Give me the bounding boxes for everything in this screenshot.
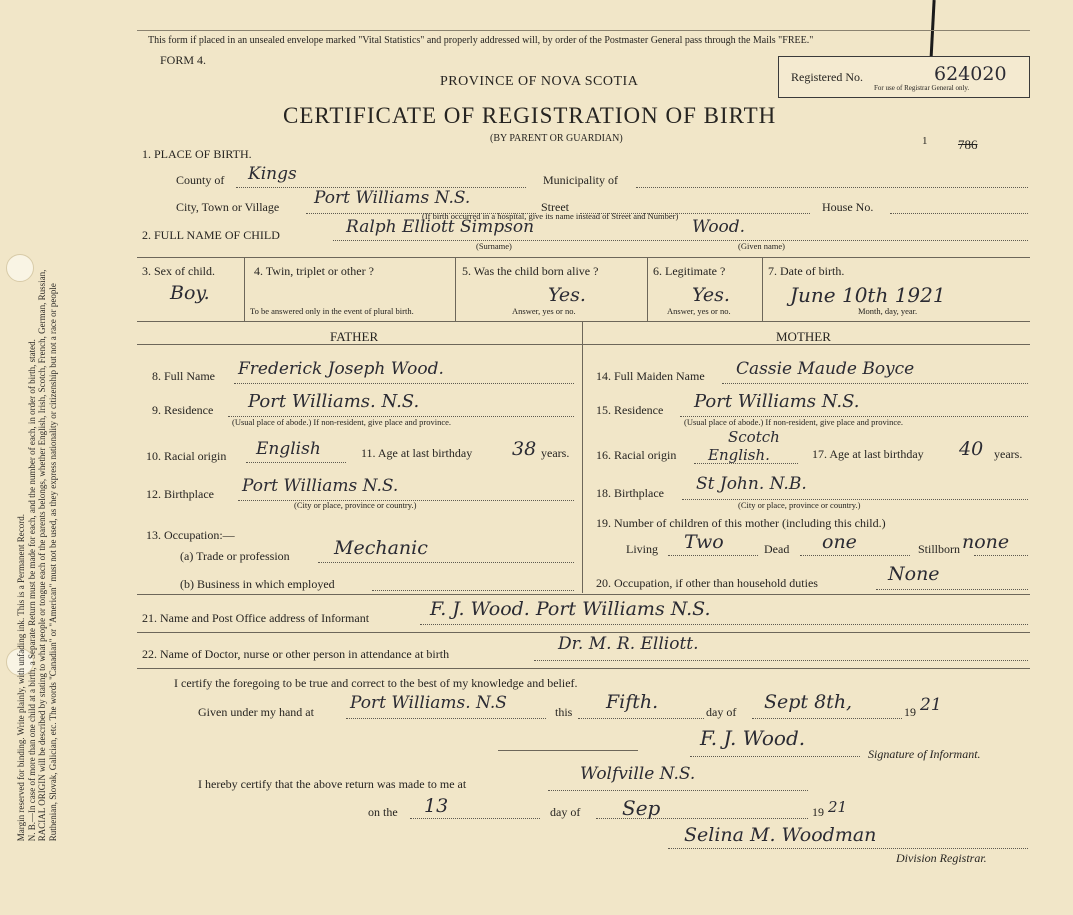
father-birthplace-note: (City or place, province or country.) xyxy=(294,500,417,510)
page-subtitle: (BY PARENT OR GUARDIAN) xyxy=(490,133,623,144)
margin-note: RACIAL ORIGIN will be described by stating to what people or tongue each of the parents belongs, whether English, Irish, Scotch, French, German, Russian, xyxy=(37,269,47,842)
mother-residence-note: (Usual place of abode.) If non-resident, give place and province. xyxy=(684,417,904,427)
pen-stroke xyxy=(929,0,935,62)
mother-birthplace-note: (City or place, province or country.) xyxy=(738,500,861,510)
certification-statement: I certify the foregoing to be true and correct to the best of my knowledge and belief. xyxy=(174,676,578,690)
return-place-value: Wolfville N.S. xyxy=(580,764,696,784)
given-label: Given under my hand at xyxy=(198,705,314,719)
children-count-label: 19. Number of children of this mother (including this child.) xyxy=(596,516,886,530)
mother-occupation-label: 20. Occupation, if other than household duties xyxy=(596,576,818,590)
margin-note: Margin reserved for binding. Write plainly, with unfading ink. This is a Permanent Record. xyxy=(15,513,26,842)
given-place-value: Port Williams. N.S xyxy=(350,693,507,713)
birth-date-value: June 10th 1921 xyxy=(790,283,946,307)
stillborn-value: none xyxy=(962,531,1010,553)
mother-residence-value: Port Williams N.S. xyxy=(694,391,860,412)
child-surname: Wood. xyxy=(692,217,746,237)
city-label: City, Town or Village xyxy=(176,200,280,214)
county-label: County of xyxy=(176,173,225,187)
registrar-note: For use of Registrar General only. xyxy=(874,84,970,92)
year-prefix: 19 xyxy=(904,705,916,719)
father-heading: FATHER xyxy=(330,329,379,344)
father-name-label: 8. Full Name xyxy=(152,369,215,383)
postal-notice: This form if placed in an unsealed envelope marked "Vital Statistics" and properly addressed will, by order of the Postmaster General pass through the Mails "FREE." xyxy=(148,35,814,46)
occupation-label: 13. Occupation:— xyxy=(146,528,235,542)
father-residence-label: 9. Residence xyxy=(152,403,214,417)
mother-residence-label: 15. Residence xyxy=(596,403,664,417)
registered-label: Registered No. xyxy=(791,70,863,84)
informant-label: 21. Name and Post Office address of Informant xyxy=(142,611,370,625)
month-value: Sept 8th, xyxy=(764,691,853,713)
county-value: Kings xyxy=(248,164,297,184)
registrar-caption: Division Registrar. xyxy=(896,851,987,865)
mother-age-label: 17. Age at last birthday xyxy=(812,447,924,461)
child-name-label: 2. FULL NAME OF CHILD xyxy=(142,228,280,242)
mother-racial-label: 16. Racial origin xyxy=(596,448,677,462)
margin-note: N. B.—In case of more than one child at a birth, a Separate Return must be made for each, and the number of each, in order of birth, stated. xyxy=(26,339,37,842)
year-value: 21 xyxy=(920,695,942,715)
municipality-label: Municipality of xyxy=(543,173,618,187)
born-alive-label: 5. Was the child born alive ? xyxy=(462,264,599,278)
father-birthplace-value: Port Williams N.S. xyxy=(242,476,399,496)
corner-mark: 1 xyxy=(922,135,928,147)
surname-caption: (Surname) xyxy=(476,241,512,251)
father-residence-value: Port Williams. N.S. xyxy=(248,391,420,412)
given-name-caption: (Given name) xyxy=(738,241,785,251)
mother-name-value: Cassie Maude Boyce xyxy=(736,359,915,379)
street-label: Street xyxy=(541,200,569,214)
on-day-value: 13 xyxy=(424,795,449,817)
born-alive-note: Answer, yes or no. xyxy=(512,306,576,316)
father-birthplace-label: 12. Birthplace xyxy=(146,487,214,501)
city-value: Port Williams N.S. xyxy=(314,188,471,208)
year-prefix-2: 19 xyxy=(812,805,824,819)
born-alive-value: Yes. xyxy=(548,284,586,306)
trade-label: (a) Trade or profession xyxy=(180,549,290,563)
legitimate-note: Answer, yes or no. xyxy=(667,306,731,316)
legitimate-label: 6. Legitimate ? xyxy=(653,264,726,278)
hospital-note: (If birth occurred in a hospital, give its name instead of Street and Number) xyxy=(422,211,679,221)
place-of-birth-label: 1. PLACE OF BIRTH. xyxy=(142,147,252,161)
mother-name-label: 14. Full Maiden Name xyxy=(596,369,705,383)
twin-note: To be answered only in the event of plural birth. xyxy=(250,306,414,316)
father-racial-label: 10. Racial origin xyxy=(146,449,227,463)
form-number: FORM 4. xyxy=(160,53,207,67)
doctor-label: 22. Name of Doctor, nurse or other person in attendance at birth xyxy=(142,647,450,661)
father-name-value: Frederick Joseph Wood. xyxy=(238,359,444,379)
father-years: years. xyxy=(541,446,570,460)
margin-notes xyxy=(16,81,58,841)
dead-value: one xyxy=(822,531,857,553)
struck-number: 786 xyxy=(958,137,978,152)
mother-birthplace-label: 18. Birthplace xyxy=(596,486,664,500)
this-label: this xyxy=(555,705,573,719)
day-of-label: day of xyxy=(706,705,737,719)
day-of-label-2: day of xyxy=(550,805,581,819)
father-age-label: 11. Age at last birthday xyxy=(361,446,473,460)
mother-occupation-value: None xyxy=(888,563,940,585)
province-heading: PROVINCE OF NOVA SCOTIA xyxy=(440,74,639,89)
father-residence-note: (Usual place of abode.) If non-resident, give place and province. xyxy=(232,417,452,427)
stillborn-label: Stillborn xyxy=(918,542,961,556)
margin-note: Ruthenian, Slovak, Galician, etc. The words "Canadian" or "American" must not be used, as they express nationality or citizenship but not a race or people xyxy=(47,283,58,842)
sex-label: 3. Sex of child. xyxy=(142,264,215,278)
legitimate-value: Yes. xyxy=(692,284,730,306)
father-racial-value: English xyxy=(256,439,321,459)
sex-value: Boy. xyxy=(170,282,210,304)
mother-years: years. xyxy=(994,447,1023,461)
father-age-value: 38 xyxy=(512,438,537,460)
informant-signature: F. J. Wood. xyxy=(700,726,806,750)
birth-date-label: 7. Date of birth. xyxy=(768,264,845,278)
child-given-names: Ralph Elliott Simpson xyxy=(346,217,535,237)
year-value-2: 21 xyxy=(828,798,848,816)
informant-value: F. J. Wood. Port Williams N.S. xyxy=(430,598,711,620)
house-number-label: House No. xyxy=(822,200,874,214)
living-value: Two xyxy=(684,531,724,553)
business-label: (b) Business in which employed xyxy=(180,577,335,591)
day-value: Fifth. xyxy=(606,691,659,713)
return-label: I hereby certify that the above return was made to me at xyxy=(198,777,467,791)
mother-birthplace-value: St John. N.B. xyxy=(696,474,807,494)
registration-box xyxy=(778,56,1030,98)
registrar-signature: Selina M. Woodman xyxy=(684,824,877,846)
dead-label: Dead xyxy=(764,542,790,556)
mother-age-value: 40 xyxy=(959,438,984,460)
mother-racial-value-1: Scotch xyxy=(728,428,780,446)
trade-value: Mechanic xyxy=(334,537,428,559)
on-label: on the xyxy=(368,805,398,819)
living-label: Living xyxy=(626,542,658,556)
mother-racial-value-2: English. xyxy=(708,446,770,464)
mother-heading: MOTHER xyxy=(776,329,831,344)
on-month-value: Sep xyxy=(622,796,661,820)
page-title: CERTIFICATE OF REGISTRATION OF BIRTH xyxy=(283,103,777,128)
twin-label: 4. Twin, triplet or other ? xyxy=(254,264,374,278)
registered-number: 624020 xyxy=(934,63,1007,85)
birth-date-note: Month, day, year. xyxy=(858,306,918,316)
informant-signature-caption: Signature of Informant. xyxy=(868,747,981,761)
doctor-value: Dr. M. R. Elliott. xyxy=(558,634,699,654)
